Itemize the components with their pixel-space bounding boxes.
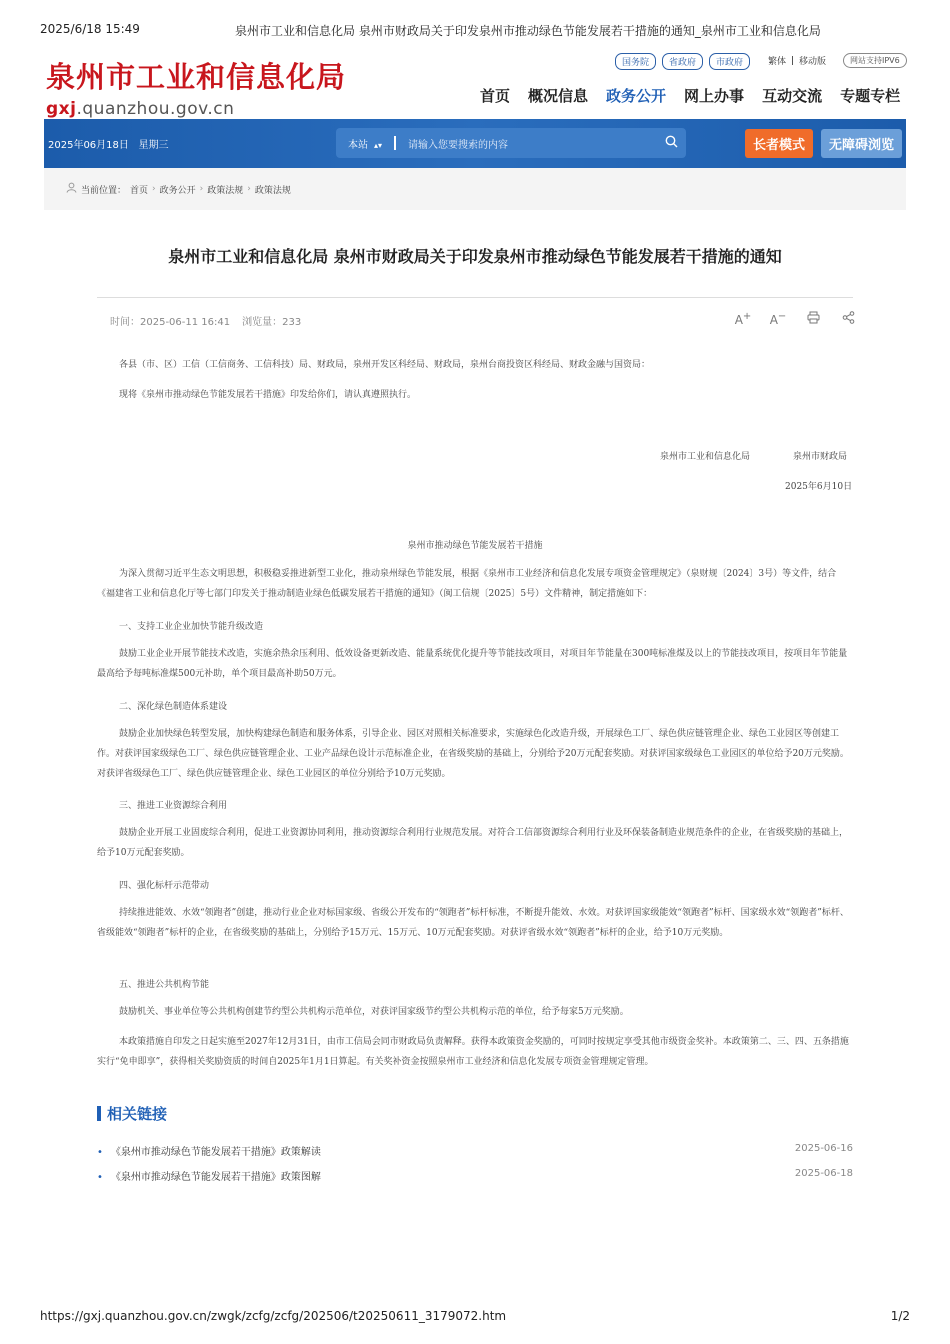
nav-online-services[interactable]: 网上办事 <box>684 87 745 105</box>
breadcrumb-policy[interactable]: 政策法规 <box>207 185 244 196</box>
bullet-icon: • <box>97 1172 103 1183</box>
section-heading: 二、深化绿色制造体系建设 <box>119 702 228 712</box>
print-datetime: 2025/6/18 15:49 <box>40 22 140 36</box>
document-title: 泉州市推动绿色节能发展若干措施 <box>407 541 543 551</box>
section-heading: 四、强化标杆示范带动 <box>119 881 210 891</box>
print-page-title: 泉州市工业和信息化局 泉州市财政局关于印发泉州市推动绿色节能发展若干措施的通知_泉州市工业和信息化局 <box>235 24 821 38</box>
signature-issuer-1: 泉州市工业和信息化局 <box>660 452 751 462</box>
accessibility-button[interactable]: 无障碍浏览 <box>821 129 902 158</box>
ipv6-badge: 网站支持IPV6 <box>843 53 907 68</box>
related-date: 2025-06-18 <box>794 1168 853 1179</box>
search-icon[interactable] <box>656 135 686 151</box>
list-item[interactable] <box>97 1168 853 1183</box>
share-icon[interactable] <box>839 311 857 327</box>
gov-links <box>615 53 750 70</box>
section-heading: 三、推进工业资源综合利用 <box>119 801 228 811</box>
page-url: https://gxj.quanzhou.gov.cn/zwgk/zcfg/zcfg/202506/t20250611_3179072.htm <box>40 1309 507 1323</box>
weekday-text: 星期三 <box>138 140 169 151</box>
list-item[interactable] <box>97 1143 853 1158</box>
print-icon[interactable] <box>804 311 822 327</box>
section-paragraph: 鼓励企业开展工业固废综合利用，促进工业资源协同利用，推动资源综合利用行业规范发展。对符合工信部资源综合利用行业及环保装备制造业规范条件的企业，在省级奖励的基础上，给予10万元配套奖励。 <box>97 828 849 858</box>
section-paragraph: 鼓励机关、事业单位等公共机构创建节约型公共机构示范单位，对获评国家级节约型公共机构示范的单位，给予每家5万元奖励。 <box>119 1007 629 1017</box>
view-count: 浏览量：233 <box>242 317 302 328</box>
breadcrumb-label: 当前位置： <box>81 185 127 196</box>
nav-gov-affairs[interactable]: 政务公开 <box>606 87 667 105</box>
preamble-paragraph: 为深入贯彻习近平生态文明思想，积极稳妥推进新型工业化，推动泉州绿色节能发展，根据《泉州市工业经济和信息化发展专项资金管理规定》（泉财规〔2024〕3号）等文件，结合《福建省工业和信息化厅等七部门印发关于推动制造业绿色低碳发展若干措施的通知》（闽工信规〔2025〕5号）文件精神，制定措施如下： <box>97 569 837 599</box>
user-icon <box>66 182 77 196</box>
utility-links <box>768 54 826 67</box>
closing-paragraph: 本政策措施自印发之日起实施至2027年12月31日，由市工信局会同市财政局负责解释。获得本政策资金奖励的，可同时按规定享受其他市级资金奖补。本政策第二、三、四、五条措施实行“免申即享”，获得相关奖励资质的时间自2025年1月1日算起。有关奖补资金按照泉州市工业经济和信息化发展专项资金管理规定管理。 <box>97 1037 849 1067</box>
logo-url-prefix: gxj <box>46 99 77 119</box>
site-logo[interactable] <box>46 55 346 119</box>
nav-interaction[interactable]: 互动交流 <box>762 87 823 105</box>
search-scope-select[interactable] <box>336 136 394 151</box>
section-heading: 一、支持工业企业加快节能升级改造 <box>119 622 264 632</box>
related-links-heading <box>97 1103 167 1124</box>
breadcrumb-separator: › <box>199 184 204 194</box>
updown-icon: ▴▾ <box>374 140 383 150</box>
signature-issuer-2: 泉州市财政局 <box>793 452 848 462</box>
breadcrumb-home[interactable]: 首页 <box>130 185 149 196</box>
link-city-gov[interactable]: 市政府 <box>709 53 750 70</box>
font-decrease-icon[interactable]: A− <box>769 311 787 327</box>
article-tools <box>734 311 857 327</box>
divider <box>792 56 793 65</box>
logo-text: 泉州市工业和信息化局 <box>46 60 347 94</box>
nav-home[interactable]: 首页 <box>480 87 511 105</box>
intro-paragraph: 现将《泉州市推动绿色节能发展若干措施》印发给你们，请认真遵照执行。 <box>119 390 417 400</box>
breadcrumb <box>44 168 906 210</box>
link-state-council[interactable]: 国务院 <box>615 53 656 70</box>
title-divider <box>97 297 853 298</box>
salutation: 各县（市、区）工信（工信商务、工信科技）局、财政局，泉州开发区科经局、财政局，泉州台商投资区科经局、财政金融与国资局： <box>119 360 651 370</box>
related-date: 2025-06-16 <box>794 1143 853 1154</box>
font-increase-icon[interactable]: A+ <box>734 311 752 327</box>
breadcrumb-separator: › <box>247 184 251 194</box>
search-box <box>336 128 686 158</box>
page-number: 1/2 <box>890 1309 910 1323</box>
signature-date: 2025年6月10日 <box>785 482 853 492</box>
logo-url <box>46 99 346 119</box>
section-heading: 五、推进公共机构节能 <box>119 980 210 990</box>
logo-url-rest: .quanzhou.gov.cn <box>76 99 235 119</box>
publish-time: 时间：2025-06-11 16:41 <box>110 317 231 328</box>
breadcrumb-gov-affairs[interactable]: 政务公开 <box>159 185 196 196</box>
mobile-version-link[interactable]: 移动版 <box>799 57 827 67</box>
article-title: 泉州市工业和信息化局 泉州市财政局关于印发泉州市推动绿色节能发展若干措施的通知 <box>168 247 782 266</box>
nav-topics[interactable]: 专题专栏 <box>840 87 901 105</box>
date-text: 2025年06月18日 <box>48 140 129 151</box>
nav-overview[interactable]: 概况信息 <box>528 87 589 105</box>
search-input[interactable]: 请输入您要搜索的内容 <box>408 139 509 151</box>
traditional-chinese-link[interactable]: 繁体 <box>768 57 787 67</box>
bullet-icon: • <box>97 1147 103 1158</box>
breadcrumb-policy-sub[interactable]: 政策法规 <box>254 185 291 196</box>
divider <box>394 136 396 150</box>
breadcrumb-separator: › <box>152 184 156 194</box>
link-province-gov[interactable]: 省政府 <box>662 53 703 70</box>
article-meta <box>110 313 301 328</box>
section-paragraph: 持续推进能效、水效“领跑者”创建，推动行业企业对标国家级、省级公开发布的“领跑者”标杆标准，不断提升能效、水效。对获评国家级能效“领跑者”标杆、国家级水效“领跑者”标杆、省级能效“领跑者”标杆的企业，在省级奖励的基础上，分别给予15万元、15万元、10万元配套奖励。对获评省级水效“领跑者”标杆的企业，给予10万元奖励。 <box>97 908 849 938</box>
section-paragraph: 鼓励企业加快绿色转型发展，加快构建绿色制造和服务体系，引导企业、园区对照相关标准要求，实施绿色化改造升级，开展绿色工厂、绿色供应链管理企业、绿色工业园区等创建工作。对获评国家级绿色工厂、绿色供应链管理企业、工业产品绿色设计示范标准企业，在省级奖励的基础上，分别给予20万元配套奖励。对获评国家级绿色工业园区的单位给予20万元奖励。对获评省级绿色工厂、绿色供应链管理企业、绿色工业园区的单位分别给予10万元奖励。 <box>97 729 849 779</box>
current-date <box>48 136 168 151</box>
related-link[interactable]: 《泉州市推动绿色节能发展若干措施》政策解读 <box>110 1147 321 1158</box>
related-link[interactable]: 《泉州市推动绿色节能发展若干措施》政策图解 <box>110 1172 321 1183</box>
related-links-title: 相关链接 <box>107 1105 168 1123</box>
main-nav <box>480 85 900 106</box>
heading-bar <box>97 1106 101 1121</box>
search-scope-label: 本站 <box>348 139 368 151</box>
search-bar-strip <box>44 119 906 168</box>
section-paragraph: 鼓励工业企业开展节能技术改造，实施余热余压利用、低效设备更新改造、能量系统优化提升等节能技改项目，对项目年节能量在300吨标准煤及以上的节能技改项目，按项目年节能量最高给予每吨标准煤500元补助，单个项目最高补助50万元。 <box>97 649 848 679</box>
elder-mode-button[interactable]: 长者模式 <box>745 129 813 158</box>
